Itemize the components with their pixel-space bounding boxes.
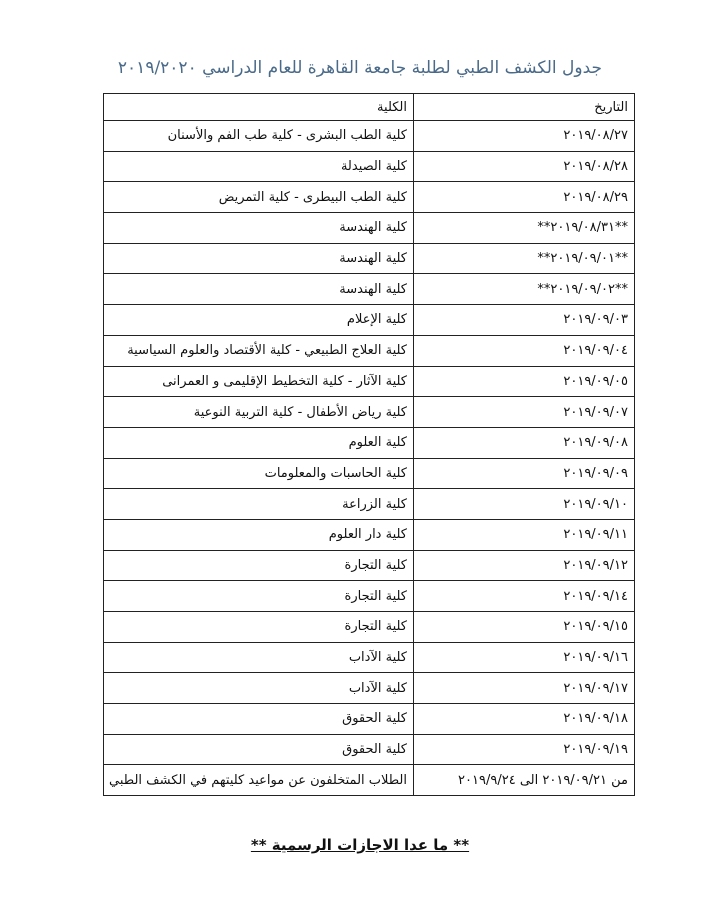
row-faculty: كلية التجارة [104,612,414,643]
table-row [104,489,635,520]
row-faculty: كلية الآداب [104,673,414,704]
schedule-table [103,93,635,796]
row-faculty: كلية الهندسة [104,213,414,244]
row-faculty: كلية الحاسبات والمعلومات [104,458,414,489]
table-row [104,182,635,213]
row-faculty: كلية الآثار - كلية التخطيط الإقليمى و العمرانى [104,366,414,397]
table-row [104,704,635,735]
row-date: ٢٠١٩/٠٩/١٨ [414,704,635,735]
row-date: ٢٠١٩/٠٩/٠٣ [414,305,635,336]
page-title: جدول الكشف الطبي لطلبة جامعة القاهرة للعام الدراسي ٢٠١٩/٢٠٢٠ [117,58,603,78]
row-date: ٢٠١٩/٠٩/١٠ [414,489,635,520]
table-row [104,519,635,550]
row-faculty: كلية الصيدلة [104,151,414,182]
row-date: ٢٠١٩/٠٩/١٤ [414,581,635,612]
table-row [104,734,635,765]
table-row [104,366,635,397]
row-date: ٢٠١٩/٠٩/١٩ [414,734,635,765]
header-date: التاريخ [414,94,635,121]
table-row [104,151,635,182]
row-faculty: كلية رياض الأطفال - كلية التربية النوعية [104,397,414,428]
row-date: **٢٠١٩/٠٩/٠٢** [414,274,635,305]
row-faculty: كلية الآداب [104,642,414,673]
row-date: ٢٠١٩/٠٩/٠٧ [414,397,635,428]
row-date: **٢٠١٩/٠٨/٣١** [414,213,635,244]
row-date: ٢٠١٩/٠٩/١٦ [414,642,635,673]
row-date: ٢٠١٩/٠٨/٢٨ [414,151,635,182]
row-date: ٢٠١٩/٠٨/٢٧ [414,121,635,152]
row-faculty: كلية الهندسة [104,274,414,305]
row-faculty: كلية الزراعة [104,489,414,520]
row-faculty: كلية الطب البيطرى - كلية التمريض [104,182,414,213]
table-row [104,243,635,274]
row-faculty: كلية الحقوق [104,734,414,765]
row-date: ٢٠١٩/٠٩/٠٨ [414,427,635,458]
row-faculty: كلية الطب البشرى - كلية طب الفم والأسنان [104,121,414,152]
row-date: ٢٠١٩/٠٩/١٢ [414,550,635,581]
row-faculty: الطلاب المتخلفون عن مواعيد كليتهم في الكشف الطبي [104,765,414,796]
row-faculty: كلية العلاج الطبيعي - كلية الأقتصاد والعلوم السياسية [104,335,414,366]
table-row [104,274,635,305]
row-date: ٢٠١٩/٠٩/١٥ [414,612,635,643]
table-row [104,213,635,244]
table-row [104,335,635,366]
row-faculty: كلية الحقوق [104,704,414,735]
table-row [104,397,635,428]
row-faculty: كلية الإعلام [104,305,414,336]
row-faculty: كلية الهندسة [104,243,414,274]
table-row [104,121,635,152]
table-row [104,427,635,458]
row-date: ٢٠١٩/٠٩/٠٩ [414,458,635,489]
row-faculty: كلية التجارة [104,550,414,581]
row-date: **٢٠١٩/٠٩/٠١** [414,243,635,274]
row-faculty: كلية دار العلوم [104,519,414,550]
header-faculty: الكلية [104,94,414,121]
table-row [104,550,635,581]
table-row [104,305,635,336]
row-date: ٢٠١٩/٠٩/١٧ [414,673,635,704]
table-row [104,458,635,489]
row-faculty: كلية التجارة [104,581,414,612]
row-date: ٢٠١٩/٠٩/٠٤ [414,335,635,366]
footer-note [0,836,720,854]
row-date: ٢٠١٩/٠٨/٢٩ [414,182,635,213]
table-row [104,612,635,643]
table-row [104,673,635,704]
table-row [104,642,635,673]
table-header-row [104,94,635,121]
table-body [104,121,635,796]
footer-note-text: ** ما عدا الاجازات الرسمية ** [250,836,470,854]
table-row [104,581,635,612]
row-date: ٢٠١٩/٠٩/٠٥ [414,366,635,397]
row-date: ٢٠١٩/٠٩/١١ [414,519,635,550]
row-faculty: كلية العلوم [104,427,414,458]
row-date: من ٢٠١٩/٠٩/٢١ الى ٢٠١٩/٩/٢٤ [414,765,635,796]
table-row [104,765,635,796]
